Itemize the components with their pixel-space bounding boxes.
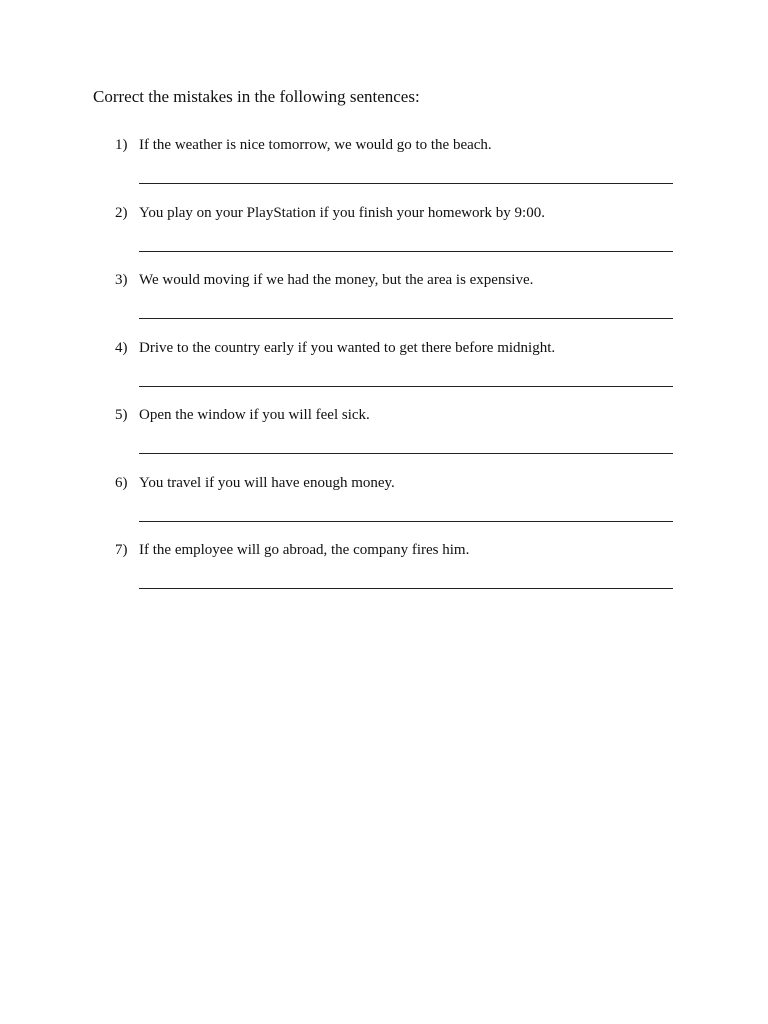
exercise-item-7	[0, 541, 768, 609]
exercise-item-2	[0, 204, 768, 272]
exercise-sentence: Drive to the country early if you wanted to get there before midnight.	[139, 339, 556, 356]
exercise-sentence: You travel if you will have enough money.	[139, 474, 395, 491]
answer-line	[139, 386, 673, 387]
exercise-list	[0, 136, 768, 609]
exercise-sentence: We would moving if we had the money, but the area is expensive.	[139, 272, 534, 288]
exercise-number: 5)	[115, 407, 128, 423]
exercise-item-3	[0, 271, 768, 339]
answer-line	[139, 183, 673, 184]
exercise-sentence: Open the window if you will feel sick.	[139, 407, 370, 423]
exercise-item-5	[0, 406, 768, 474]
exercise-number: 3)	[115, 272, 128, 288]
exercise-number: 7)	[115, 542, 128, 558]
exercise-sentence: If the weather is nice tomorrow, we would go to the beach.	[139, 137, 492, 153]
exercise-sentence: If the employee will go abroad, the company fires him.	[139, 542, 470, 558]
worksheet-instructions: Correct the mistakes in the following sentences:	[93, 87, 420, 106]
answer-line	[139, 588, 673, 589]
exercise-item-6	[0, 474, 768, 542]
answer-line	[139, 453, 673, 454]
exercise-number: 4)	[115, 339, 128, 356]
exercise-item-1	[0, 136, 768, 204]
answer-line	[139, 318, 673, 319]
exercise-number: 6)	[115, 474, 128, 491]
exercise-number: 2)	[115, 204, 128, 221]
exercise-sentence: You play on your PlayStation if you finish your homework by 9:00.	[139, 204, 545, 221]
answer-line	[139, 251, 673, 252]
exercise-number: 1)	[115, 137, 128, 153]
answer-line	[139, 521, 673, 522]
exercise-item-4	[0, 339, 768, 407]
